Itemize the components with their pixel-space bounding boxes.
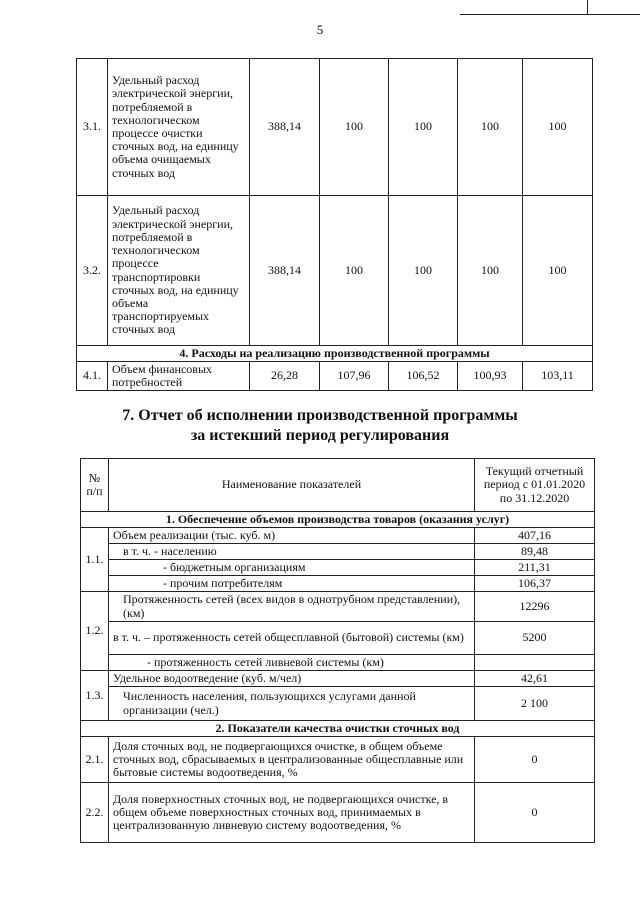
report-title-line2: за истекший период регулирования [190,427,450,444]
table-row [81,592,595,622]
indicator-name: - прочим потребителям [109,576,475,592]
report-table [80,458,595,843]
header-name: Наименование показателей [109,459,475,512]
indicator-name: Численность населения, пользующихся услугами данной организации (чел.) [109,687,475,721]
table-row [81,687,595,721]
cell-value [475,655,595,671]
cell-value: 12296 [475,592,595,622]
table-row [81,655,595,671]
header-number: № п/п [81,459,109,512]
cell-value: 103,11 [523,362,593,391]
table-row [77,59,593,196]
row-number: 2.2. [81,783,109,843]
indicator-name: Доля сточных вод, не подвергающихся очистке, в общем объеме сточных вод, сбрасываемых в централизованные общесплавные или бытовые системы водоотведения, % [109,737,475,783]
cell-value: 100 [320,196,389,346]
row-number: 3.2. [77,196,108,346]
cell-value: 106,37 [475,576,595,592]
indicator-name: Удельный расход электрической энергии, потребляемой в технологическом процессе очистки сточных вод, на единицу объема очищаемых сточных вод [108,59,250,196]
cell-value: 100 [458,59,523,196]
indicator-name: в т. ч. – протяженность сетей общесплавной (бытовой) системы (км) [109,622,475,655]
indicator-name: Объем финансовых потребностей [108,362,250,391]
cell-value: 100 [389,59,458,196]
cell-value: 100 [458,196,523,346]
cell-value: 100 [320,59,389,196]
indicators-table-continued [76,58,593,391]
table-row [81,737,595,783]
indicator-name: Объем реализации (тыс. куб. м) [109,528,475,544]
row-number: 1.2. [81,592,109,671]
cell-value: 100 [523,196,593,346]
row-number: 3.1. [77,59,108,196]
indicator-name: - протяженность сетей ливневой системы (км) [109,655,475,671]
cell-value: 106,52 [389,362,458,391]
row-number: 1.1. [81,528,109,592]
indicator-name: Протяженность сетей (всех видов в однотрубном представлении), (км) [109,592,475,622]
table-row [81,560,595,576]
section-row [81,721,595,737]
cell-value: 26,28 [250,362,320,391]
cell-value: 0 [475,737,595,783]
table-row [81,783,595,843]
header-row [81,459,595,512]
cell-value: 89,48 [475,544,595,560]
cell-value: 5200 [475,622,595,655]
table-row [81,576,595,592]
cell-value: 100 [389,196,458,346]
table-row [81,622,595,655]
row-number: 2.1. [81,737,109,783]
cell-value: 211,31 [475,560,595,576]
report-title-line1: 7. Отчет об исполнении производственной программы [122,407,518,424]
table-row [77,196,593,346]
cell-value: 100 [523,59,593,196]
table-row [81,528,595,544]
table-row [81,544,595,560]
cell-value: 2 100 [475,687,595,721]
section-heading: 2. Показатели качества очистки сточных вод [81,721,595,737]
section-heading: 1. Обеспечение объемов производства товаров (оказания услуг) [81,512,595,528]
header-period: Текущий отчетный период с 01.01.2020 по 31.12.2020 [475,459,595,512]
section-heading: 4. Расходы на реализацию производственной программы [77,346,593,362]
indicator-name: Удельное водоотведение (куб. м/чел) [109,671,475,687]
indicator-name: Доля поверхностных сточных вод, не подвергающихся очистке, в общем объеме поверхностных сточных вод, принимаемых в централизованную ливневую систему водоотведения, % [109,783,475,843]
cell-value: 100,93 [458,362,523,391]
cell-value: 388,14 [250,196,320,346]
cell-value: 42,61 [475,671,595,687]
indicator-name: в т. ч. - населению [109,544,475,560]
cell-value: 107,96 [320,362,389,391]
section-row [81,512,595,528]
table-row [81,671,595,687]
cell-value: 407,16 [475,528,595,544]
section-row [77,346,593,362]
page-number: 5 [316,22,324,37]
report-title [0,406,640,446]
top-corner-mark [460,0,640,15]
cell-value: 388,14 [250,59,320,196]
row-number: 4.1. [77,362,108,391]
row-number: 1.3. [81,671,109,721]
cell-value: 0 [475,783,595,843]
table-row [77,362,593,391]
indicator-name: Удельный расход электрической энергии, потребляемой в технологическом процессе транспортировки сточных вод, на единицу объема транспортируемых сточных вод [108,196,250,346]
indicator-name: - бюджетным организациям [109,560,475,576]
